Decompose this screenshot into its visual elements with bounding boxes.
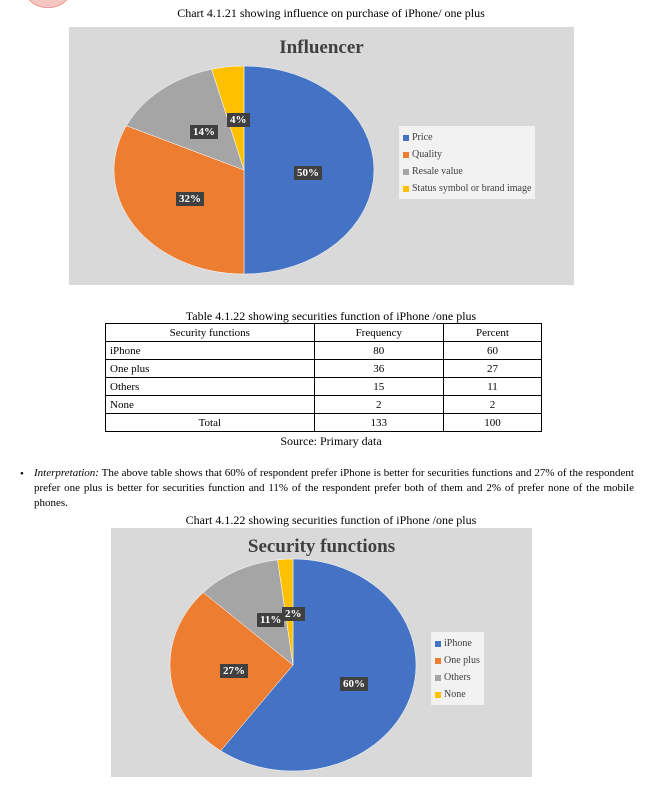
swatch-none: [435, 692, 441, 698]
swatch-others: [435, 675, 441, 681]
securities-table: [105, 323, 542, 432]
table-cell: None: [106, 396, 315, 414]
legend-label: One plus: [444, 655, 480, 666]
table-row: [106, 396, 542, 414]
interpretation-label: Interpretation:: [34, 467, 99, 479]
table-source: Source: Primary data: [280, 434, 382, 448]
table-header: Security functions: [106, 324, 315, 342]
table-cell: 27: [443, 360, 541, 378]
pie2-data-label-iphone: 60%: [340, 677, 368, 691]
swatch-quality: [403, 152, 409, 158]
table-header: Frequency: [314, 324, 443, 342]
pie1-data-label-price: 50%: [294, 166, 322, 180]
legend-item-quality: [403, 146, 531, 163]
table-header: Percent: [443, 324, 541, 342]
interpretation-text: The above table shows that 60% of respondent prefer iPhone is better for securities functions and 27% of the respondent prefer one plus is better for securities function and 11% of the respondent prefer both of them and 2% of prefer none of the mobile phones.: [34, 467, 634, 509]
legend-label: Others: [444, 672, 471, 683]
influencer-pie-chart: [69, 27, 574, 285]
chart1-title: Influencer: [279, 37, 364, 58]
table-cell: 80: [314, 342, 443, 360]
chart2-legend: [431, 632, 484, 705]
pie1-data-label-resale: 14%: [190, 125, 218, 139]
pie1-data-label-status: 4%: [227, 113, 250, 127]
table-cell: One plus: [106, 360, 315, 378]
table-cell: Total: [106, 414, 315, 432]
chart2-caption: Chart 4.1.22 showing securities function of iPhone /one plus: [185, 513, 477, 527]
legend-item-price: [403, 129, 531, 146]
chart1-legend: [399, 126, 535, 199]
legend-label: Quality: [412, 149, 442, 160]
pie2-data-label-others: 11%: [257, 613, 284, 627]
legend-label: Status symbol or brand image: [412, 183, 532, 194]
chart1-caption: Chart 4.1.21 showing influence on purchase of iPhone/ one plus: [177, 6, 485, 20]
bullet-icon: •: [20, 468, 24, 480]
legend-label: iPhone: [444, 638, 472, 649]
swatch-iphone: [435, 641, 441, 647]
table-cell: 100: [443, 414, 541, 432]
legend-item-oneplus: [435, 652, 480, 669]
table-cell: 36: [314, 360, 443, 378]
legend-item-resale: [403, 163, 531, 180]
table-total-row: [106, 414, 542, 432]
table-caption: Table 4.1.22 showing securities function of iPhone /one plus: [185, 309, 477, 323]
table-row: [106, 360, 542, 378]
interpretation-paragraph: [34, 466, 634, 511]
table-cell: 133: [314, 414, 443, 432]
pie2-data-label-none: 2%: [282, 607, 305, 621]
table-row: [106, 378, 542, 396]
table-cell: iPhone: [106, 342, 315, 360]
table-cell: Others: [106, 378, 315, 396]
legend-label: Resale value: [412, 166, 463, 177]
pie2-data-label-oneplus: 27%: [220, 664, 248, 678]
chart2-title: Security functions: [247, 536, 396, 557]
legend-item-others: [435, 669, 480, 686]
security-functions-pie-chart: [111, 528, 532, 777]
swatch-price: [403, 135, 409, 141]
table-cell: 2: [314, 396, 443, 414]
swatch-resale: [403, 169, 409, 175]
table-header-row: [106, 324, 542, 342]
swatch-oneplus: [435, 658, 441, 664]
swatch-status: [403, 186, 409, 192]
table-row: [106, 342, 542, 360]
table-cell: 60: [443, 342, 541, 360]
legend-label: Price: [412, 132, 433, 143]
table-cell: 11: [443, 378, 541, 396]
legend-item-none: [435, 686, 480, 703]
pie1-data-label-quality: 32%: [176, 192, 204, 206]
legend-item-status: [403, 180, 531, 197]
legend-label: None: [444, 689, 466, 700]
table-cell: 2: [443, 396, 541, 414]
table-cell: 15: [314, 378, 443, 396]
legend-item-iphone: [435, 635, 480, 652]
